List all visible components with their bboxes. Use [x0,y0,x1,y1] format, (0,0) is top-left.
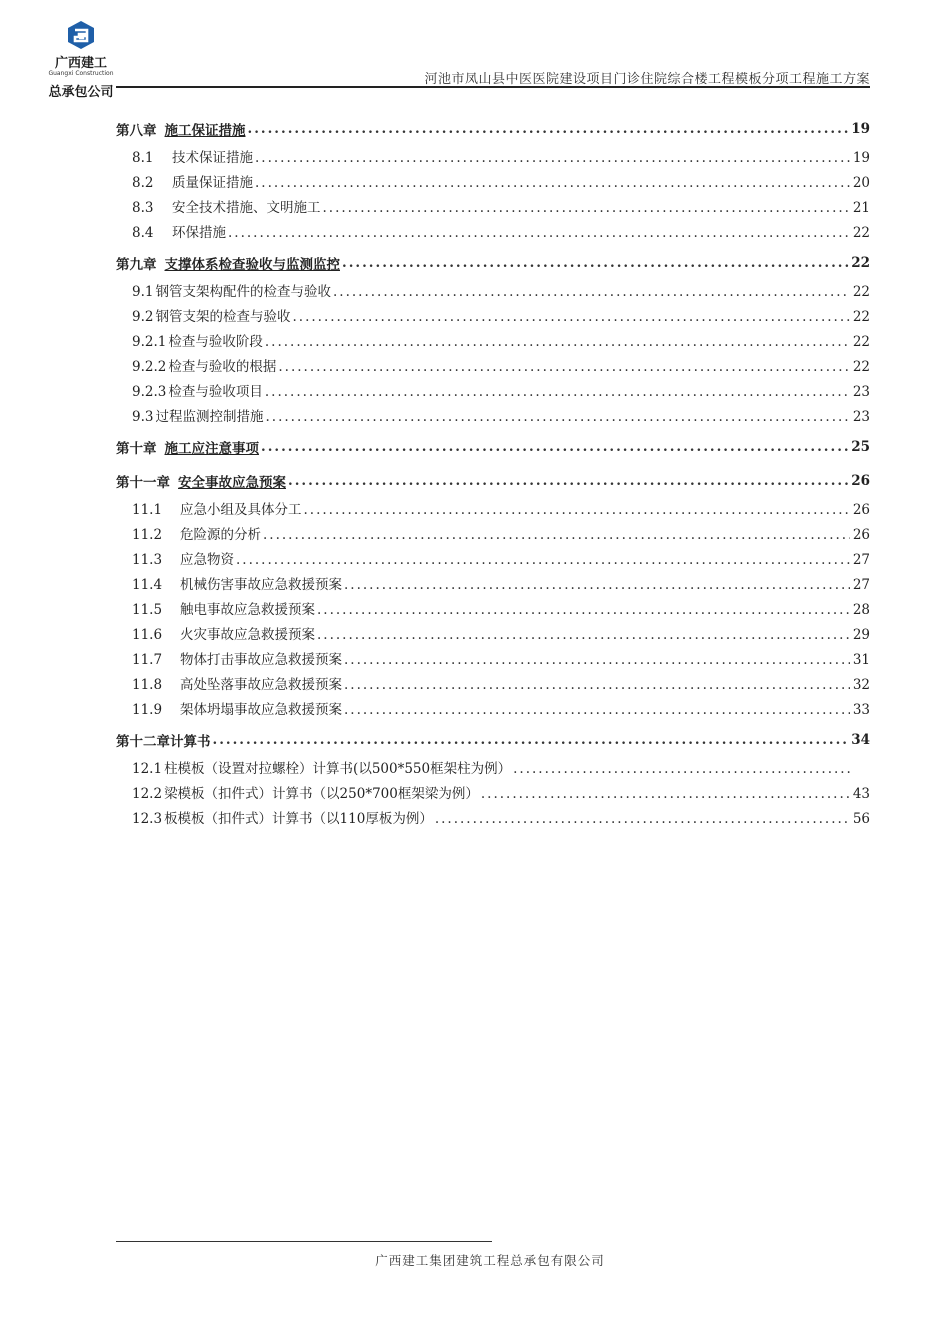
toc-page-number: 22 [852,359,870,375]
toc-dot-leader [255,150,850,166]
toc-entry-title: 计算书 [170,734,211,750]
toc-page-number: 56 [852,811,870,827]
toc-page-number: 22 [852,334,870,350]
toc-entry-number: 9.2 [132,309,154,325]
toc-section-entry[interactable] [116,380,870,405]
toc-dot-leader [342,255,849,271]
toc-dot-leader [344,577,850,593]
toc-section-entry[interactable] [116,355,870,380]
logo-english-name: Guangxi Construction [48,70,114,77]
toc-entry-number: 第十一章 [116,475,170,491]
toc-entry-title: 钢管支架的检查与验收 [155,309,291,325]
toc-entry-title: 支撑体系检查验收与监测监控 [164,257,340,273]
toc-dot-leader [265,334,850,350]
toc-page-number: 22 [852,284,870,300]
toc-chapter-entry[interactable] [116,464,870,498]
toc-page-number: 31 [852,652,870,668]
toc-page-number: 29 [852,627,870,643]
toc-entry-title: 过程监测控制措施 [155,409,264,425]
toc-section-entry[interactable] [116,196,870,221]
toc-page-number: 26 [852,502,870,518]
toc-dot-leader [323,200,851,216]
toc-entry-title: 施工应注意事项 [164,441,259,457]
toc-dot-leader [481,786,850,802]
toc-dot-leader [236,552,850,568]
toc-page-number: 28 [852,602,870,618]
toc-page-number: 33 [852,702,870,718]
toc-entry-title: 梁模板（扣件式）计算书（以250*700框架梁为例） [164,786,479,802]
toc-dot-leader [278,359,850,375]
toc-entry-number: 9.3 [132,409,154,425]
toc-section-entry[interactable] [116,623,870,648]
logo-mark-icon [66,20,96,50]
toc-entry-number: 11.5 [132,602,163,618]
toc-entry-number: 11.3 [132,552,163,568]
toc-dot-leader [248,121,850,137]
toc-section-entry[interactable] [116,146,870,171]
toc-section-entry[interactable] [116,807,870,832]
toc-entry-number: 9.1 [132,284,154,300]
footer-company: 广西建工集团建筑工程总承包有限公司 [375,1253,605,1268]
toc-entry-number: 8.1 [132,150,154,166]
toc-entry-number: 9.2.2 [132,359,167,375]
toc-entry-title: 检查与验收项目 [168,384,263,400]
logo-subtitle: 总承包公司 [48,85,114,100]
toc-page-number: 26 [851,473,870,489]
toc-dot-leader [292,309,850,325]
toc-section-entry[interactable] [116,548,870,573]
toc-entry-title: 物体打击事故应急救援预案 [180,652,342,668]
toc-section-entry[interactable] [116,698,870,723]
toc-page-number: 19 [852,150,870,166]
toc-entry-number: 第十二章 [116,734,170,750]
toc-entry-title: 环保措施 [172,225,226,241]
toc-dot-leader [265,384,850,400]
toc-entry-number: 第八章 [116,123,157,139]
toc-entry-title: 应急小组及具体分工 [180,502,302,518]
toc-chapter-entry[interactable] [116,112,870,146]
toc-entry-title: 应急物资 [180,552,234,568]
toc-page-number: 21 [852,200,870,216]
company-logo [48,20,114,98]
toc-section-entry[interactable] [116,405,870,430]
toc-page-number: 23 [852,409,870,425]
toc-chapter-entry[interactable] [116,430,870,464]
toc-entry-title: 触电事故应急救援预案 [180,602,315,618]
toc-page-number: 19 [851,121,870,137]
toc-entry-title: 危险源的分析 [180,527,261,543]
toc-page-number: 22 [852,309,870,325]
toc-dot-leader [228,225,850,241]
toc-entry-number: 9.2.3 [132,384,167,400]
toc-dot-leader [333,284,850,300]
toc-page-number: 26 [852,527,870,543]
toc-entry-number: 9.2.1 [132,334,167,350]
toc-section-entry[interactable] [116,171,870,196]
toc-entry-number: 11.8 [132,677,163,693]
toc-section-entry[interactable] [116,573,870,598]
toc-page-number: 43 [852,786,870,802]
toc-dot-leader [344,652,850,668]
toc-page-number: 23 [852,384,870,400]
toc-entry-number: 11.6 [132,627,163,643]
header-divider [116,86,870,88]
toc-entry-title: 机械伤害事故应急救援预案 [180,577,342,593]
toc-section-entry[interactable] [116,523,870,548]
toc-dot-leader [288,473,849,489]
toc-entry-number: 第十章 [116,441,157,457]
toc-section-entry[interactable] [116,305,870,330]
toc-entry-number: 11.4 [132,577,163,593]
toc-section-entry[interactable] [116,221,870,246]
toc-section-entry[interactable] [116,498,870,523]
toc-chapter-entry[interactable] [116,246,870,280]
toc-section-entry[interactable] [116,648,870,673]
toc-section-entry[interactable] [116,782,870,807]
toc-dot-leader [344,702,850,718]
toc-section-entry[interactable] [116,330,870,355]
table-of-contents [116,112,870,832]
toc-dot-leader [344,677,850,693]
toc-entry-number: 8.3 [132,200,154,216]
toc-entry-number: 8.2 [132,175,154,191]
toc-page-number: 32 [852,677,870,693]
toc-dot-leader [213,732,850,748]
toc-entry-title: 钢管支架构配件的检查与验收 [155,284,331,300]
toc-dot-leader [255,175,850,191]
toc-dot-leader [317,602,850,618]
toc-entry-title: 安全事故应急预案 [178,475,286,491]
toc-entry-title: 技术保证措施 [172,150,253,166]
toc-dot-leader [263,527,850,543]
toc-entry-title: 施工保证措施 [164,123,246,139]
toc-entry-number: 12.2 [132,786,163,802]
toc-entry-title: 架体坍塌事故应急救援预案 [180,702,342,718]
logo-name: 广西建工 [54,56,107,71]
toc-entry-number: 12.3 [132,811,163,827]
toc-dot-leader [513,761,850,777]
toc-chapter-entry[interactable] [116,723,870,757]
toc-entry-title: 板模板（扣件式）计算书（以110厚板为例） [164,811,433,827]
toc-entry-title: 检查与验收阶段 [168,334,263,350]
toc-page-number: 27 [852,577,870,593]
toc-page-number: 34 [851,732,870,748]
toc-entry-number: 第九章 [116,257,157,273]
toc-section-entry[interactable] [116,673,870,698]
toc-entry-title: 柱模板（设置对拉螺栓）计算书(以500*550框架柱为例） [164,761,512,777]
toc-entry-number: 11.7 [132,652,163,668]
toc-entry-number: 11.9 [132,702,163,718]
toc-page-number: 25 [851,439,870,455]
toc-page-number: 27 [852,552,870,568]
toc-section-entry[interactable] [116,757,870,782]
toc-dot-leader [261,439,849,455]
toc-section-entry[interactable] [116,598,870,623]
toc-entry-title: 安全技术措施、文明施工 [172,200,321,216]
toc-section-entry[interactable] [116,280,870,305]
toc-page-number: 20 [852,175,870,191]
toc-dot-leader [265,409,850,425]
toc-entry-number: 11.2 [132,527,163,543]
toc-dot-leader [317,627,850,643]
toc-entry-title: 检查与验收的根据 [168,359,277,375]
toc-dot-leader [435,811,850,827]
footer-divider [116,1241,492,1242]
toc-entry-title: 质量保证措施 [172,175,253,191]
toc-page-number: 22 [852,225,870,241]
document-title: 河池市凤山县中医医院建设项目门诊住院综合楼工程模板分项工程施工方案 [424,72,870,87]
toc-entry-title: 火灾事故应急救援预案 [180,627,315,643]
toc-entry-number: 8.4 [132,225,154,241]
toc-page-number: 22 [851,255,870,271]
toc-entry-number: 12.1 [132,761,163,777]
toc-entry-title: 高处坠落事故应急救援预案 [180,677,342,693]
toc-dot-leader [304,502,851,518]
toc-entry-number: 11.1 [132,502,163,518]
